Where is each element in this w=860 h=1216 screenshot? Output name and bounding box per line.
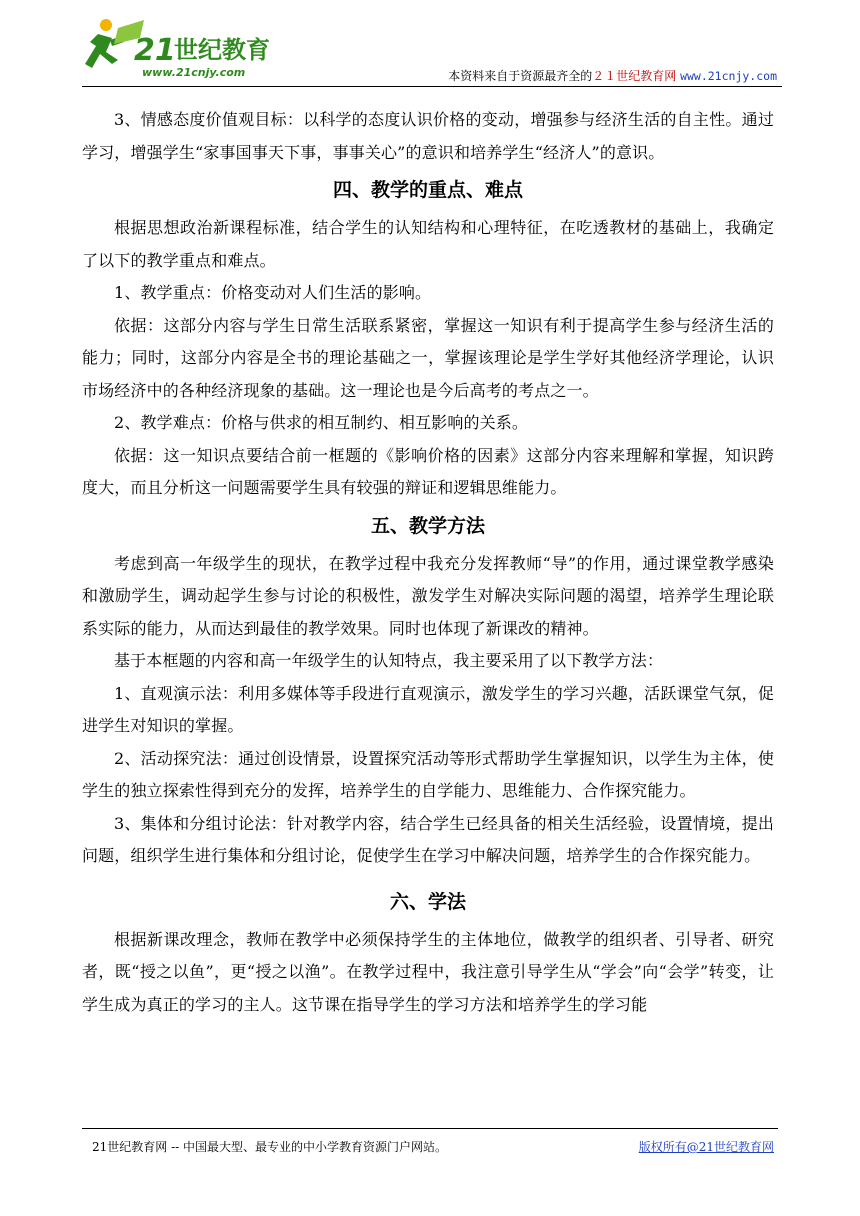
page-footer — [82, 1128, 778, 1154]
paragraph-method-demo: 1、直观演示法：利用多媒体等手段进行直观演示，激发学生的学习兴趣，活跃课堂气氛，促进学生对知识的掌握。 — [82, 683, 774, 735]
footer-divider — [82, 1128, 778, 1129]
document-body — [82, 104, 774, 1021]
svg-text:www.21cnjy.com: www.21cnjy.com — [142, 66, 246, 79]
paragraph-emotion-goal: 3、情感态度价值观目标：以科学的态度认识价格的变动，增强参与经济生活的自主性。通过学习，增强学生“家事国事天下事，事事关心”的意识和培养学生“经济人”的意识。 — [82, 110, 774, 162]
site-logo — [82, 16, 297, 82]
paragraph-learning-methods: 根据新课改理念，教师在教学中必须保持学生的主体地位，做教学的组织者、引导者、研究者，既“授之以鱼”，更“授之以渔”。在教学过程中，我注意引导学生从“学会”向“会学”转变，让学生成为真正的学习的主人。这节课在指导学生的学习方法和培养学生的学习能 — [82, 929, 774, 1014]
header-note-prefix: 本资料来自于资源最齐全的 — [448, 69, 593, 83]
paragraph-difficulty-basis: 依据：这一知识点要结合前一框题的《影响价格的因素》这部分内容来理解和掌握，知识跨度大，而且分析这一问题需要学生具有较强的辩证和逻辑思维能力。 — [82, 445, 774, 497]
header-note-url[interactable]: www.21cnjy.com — [680, 69, 777, 83]
section-heading-teaching-methods: 五、教学方法 — [370, 514, 485, 537]
section-heading-learning-methods: 六、学法 — [389, 890, 466, 913]
paragraph-methods-intro: 考虑到高一年级学生的现状，在教学过程中我充分发挥教师“导”的作用，通过课堂教学感染和激励学生，调动起学生参与讨论的积极性，激发学生对解决实际问题的渴望，培养学生理论联系实际的能力，从而达到最佳的教学效果。同时也体现了新课改的精神。 — [82, 553, 774, 638]
paragraph-focus-basis: 依据：这部分内容与学生日常生活联系紧密，掌握这一知识有利于提高学生参与经济生活的能力；同时，这部分内容是全书的理论基础之一，掌握该理论是学生学好其他经济学理论，认识市场经济中的各种经济现象的基础。这一理论也是今后高考的考点之一。 — [82, 315, 774, 400]
footer-copyright-link[interactable]: 版权所有@21世纪教育网 — [638, 1140, 774, 1154]
footer-site-description: 21世纪教育网 -- 中国最大型、最专业的中小学教育资源门户网站。 — [92, 1140, 448, 1154]
header-note-brand: ２１世纪教育网 — [592, 69, 677, 83]
paragraph-methods-basis: 基于本框题的内容和高一年级学生的认知特点，我主要采用了以下教学方法： — [114, 651, 664, 670]
header-source-note — [448, 67, 777, 84]
svg-text:21: 21 — [134, 33, 176, 68]
paragraph-teaching-focus: 1、教学重点：价格变动对人们生活的影响。 — [114, 283, 432, 302]
paragraph-method-discussion: 3、集体和分组讨论法：针对教学内容，结合学生已经具备的相关生活经验，设置情境，提出问题，组织学生进行集体和分组讨论，促使学生在学习中解决问题，培养学生的合作探究能力。 — [82, 813, 774, 865]
page-header — [82, 14, 782, 86]
header-divider — [82, 86, 782, 87]
paragraph-method-inquiry: 2、活动探究法：通过创设情景，设置探究活动等形式帮助学生掌握知识，以学生为主体，使学生的独立探索性得到充分的发挥，培养学生的自学能力、思维能力、合作探究能力。 — [82, 748, 774, 800]
section-heading-key-points: 四、教学的重点、难点 — [332, 179, 523, 201]
svg-text:世纪教育: 世纪教育 — [174, 36, 270, 64]
paragraph-key-points-intro: 根据思想政治新课程标准，结合学生的认知结构和心理特征，在吃透教材的基础上，我确定了以下的教学重点和难点。 — [82, 218, 774, 270]
paragraph-teaching-difficulty: 2、教学难点：价格与供求的相互制约、相互影响的关系。 — [114, 413, 529, 432]
